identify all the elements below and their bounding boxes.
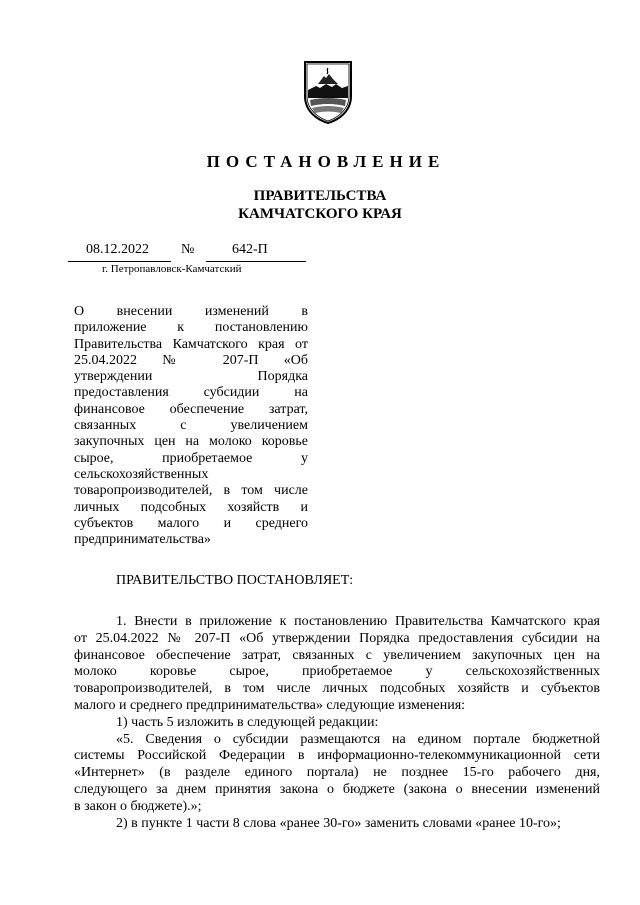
subject-line: субъектов малого и среднего [74,515,308,531]
subject-line: закупочных цен на молоко коровье [74,434,308,450]
coat-of-arms-icon [302,60,354,124]
document-date: 08.12.2022 [86,242,149,257]
subject-line: 25.04.2022 № 207-П «Об [74,352,308,368]
body-line: «Интернет» (в разделе единого портала) не позднее 15-го рабочего дня, [74,765,600,781]
body-line: 1. Внести в приложение к постановлению Правительства Камчатского края [116,614,600,629]
date-underline [68,261,171,262]
subject-line: связанных с увеличением [74,418,308,434]
body-line: финансовое обеспечение затрат, связанных с увеличением закупочных цен на [74,647,600,663]
number-underline [206,261,306,262]
body-line: «5. Сведения о субсидии размещаются на едином портале бюджетной [116,731,600,747]
subject-line: предпринимательства» [74,532,211,548]
document-body [74,614,600,832]
number-sign: № [181,242,195,257]
subject-line: личных подсобных хозяйств и [74,499,308,515]
body-line: товаропроизводителей, в том числе личных подсобных хозяйств и субъектов [74,681,600,697]
subject-line: товаропроизводителей, в том числе [74,483,308,499]
document-title: ПОСТАНОВЛЕНИЕ [206,152,446,171]
city-name: г. Петропавловск-Камчатский [102,263,242,275]
org-name-line-2: КАМЧАТСКОГО КРАЯ [238,206,402,222]
subject-line: О внесении изменений в [74,304,308,319]
subject-line: Правительства Камчатского края от [74,336,308,352]
subject-line: финансовое обеспечение затрат, [74,401,308,417]
subject-line: сельскохозяйственных [74,466,209,482]
body-line: в закон о бюджете).»; [74,798,202,814]
subject-line: приложение к постановлению [74,320,308,336]
document-number: 642-П [232,242,268,257]
body-line: 2) в пункте 1 части 8 слова «ранее 30-го» заменить словами «ранее 10-го»; [116,815,561,831]
body-line: молоко коровье сырое, приобретаемое у сельскохозяйственных [74,664,600,680]
subject-line: сырое, приобретаемое у [74,450,308,466]
body-line: системы Российской Федерации в информационно-телекоммуникационной сети [74,748,600,764]
body-line: малого и среднего предпринимательства» следующие изменения: [74,697,466,713]
subject-line: утверждении Порядка [74,369,308,385]
decree-statement: ПРАВИТЕЛЬСТВО ПОСТАНОВЛЯЕТ: [116,573,354,588]
org-name-line-1: ПРАВИТЕЛЬСТВА [253,188,387,204]
subject-line: предоставления субсидии на [74,385,308,401]
body-line: от 25.04.2022 № 207-П «Об утверждении Порядка предоставления субсидии на [74,630,600,646]
body-line: 1) часть 5 изложить в следующей редакции: [116,714,379,730]
document-subject [74,304,308,548]
body-line: следующего за днем принятия закона о бюджете (закона о внесении изменений [74,781,600,797]
